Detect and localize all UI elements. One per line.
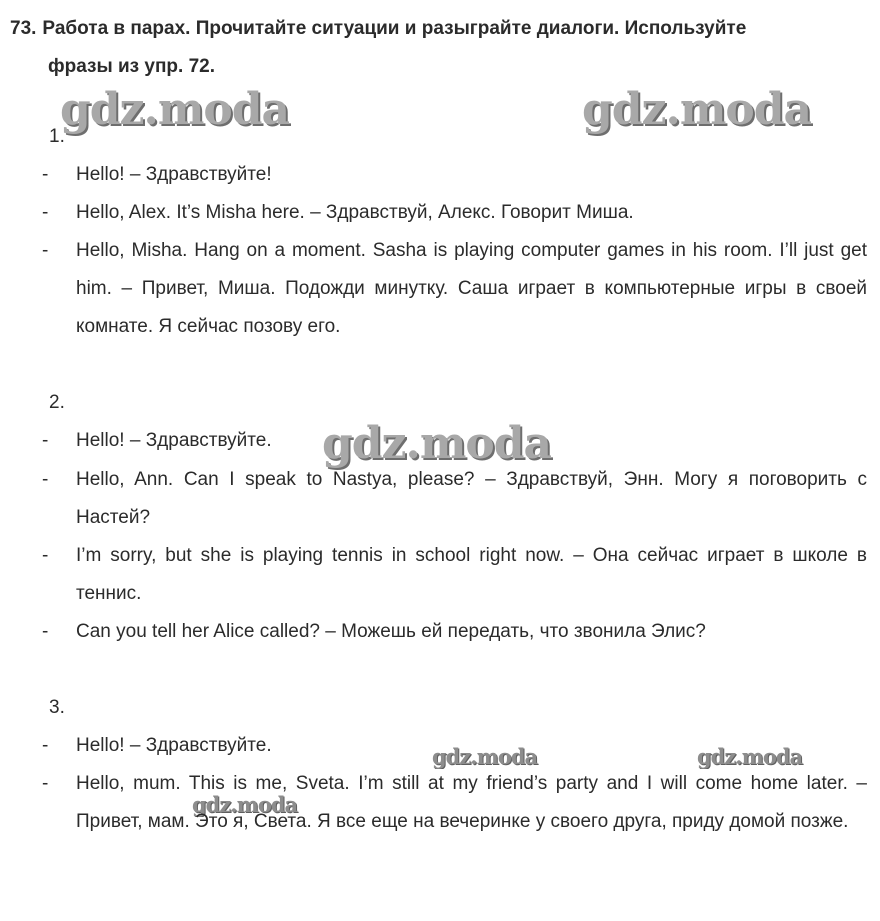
watermark-logo: gdz.moda (697, 744, 803, 769)
dialogue-text: Can you tell her Alice called? – Можешь ей передать, что звонила Элис? (76, 621, 706, 642)
dialogue-text: Hello, Alex. It’s Misha here. – Здравствуй, Алекс. Говорит Миша. (76, 202, 634, 223)
dialogue-text: Hello! – Здравствуйте! (76, 164, 272, 185)
exercise-title-line1: Работа в парах. Прочитайте ситуации и разыграйте диалоги. Используйте (42, 18, 747, 39)
dash-bullet: - (42, 735, 49, 756)
exercise-title-line2: фразы из упр. 72. (48, 56, 216, 77)
dialogue-text: Hello, Ann. Can I speak to Nastya, please? – Здравствуй, Энн. Могу я поговорить с Настей? (76, 469, 867, 528)
watermark-logo: gdz.moda (432, 744, 538, 769)
dash-bullet: - (42, 202, 49, 223)
section-number-3: 3. (49, 697, 65, 718)
dash-bullet: - (42, 545, 49, 566)
dash-bullet: - (42, 430, 49, 451)
section-number-2: 2. (49, 392, 65, 413)
dash-bullet: - (42, 240, 49, 261)
dash-bullet: - (42, 164, 49, 185)
watermark-logo: gdz.moda (322, 418, 552, 469)
exercise-number: 73. (10, 18, 37, 39)
dash-bullet: - (42, 469, 49, 490)
dialogue-text: I’m sorry, but she is playing tennis in school right now. – Она сейчас играет в школе в теннис. (76, 545, 867, 604)
dash-bullet: - (42, 773, 49, 794)
section-number-1: 1. (49, 126, 65, 147)
dialogue-text: Hello, mum. This is me, Sveta. I’m still at my friend’s party and I will come home later. – Привет, мам. Это я, Света. Я все еще на вечеринке у своего друга, приду домой позже. (76, 773, 867, 832)
dialogue-text: Hello! – Здравствуйте. (76, 735, 272, 756)
dash-bullet: - (42, 621, 49, 642)
watermark-logo: gdz.moda (582, 84, 812, 135)
exercise-header (10, 10, 872, 86)
watermark-logo: gdz.moda (60, 84, 290, 135)
watermark-logo: gdz.moda (192, 792, 298, 817)
dialogue-text: Hello, Misha. Hang on a moment. Sasha is playing computer games in his room. I’ll just get him. – Привет, Миша. Подожди минутку. Саша играет в компьютерные игры в своей комнате. Я сейчас позову его. (76, 240, 867, 337)
dialogue-text: Hello! – Здравствуйте. (76, 430, 272, 451)
